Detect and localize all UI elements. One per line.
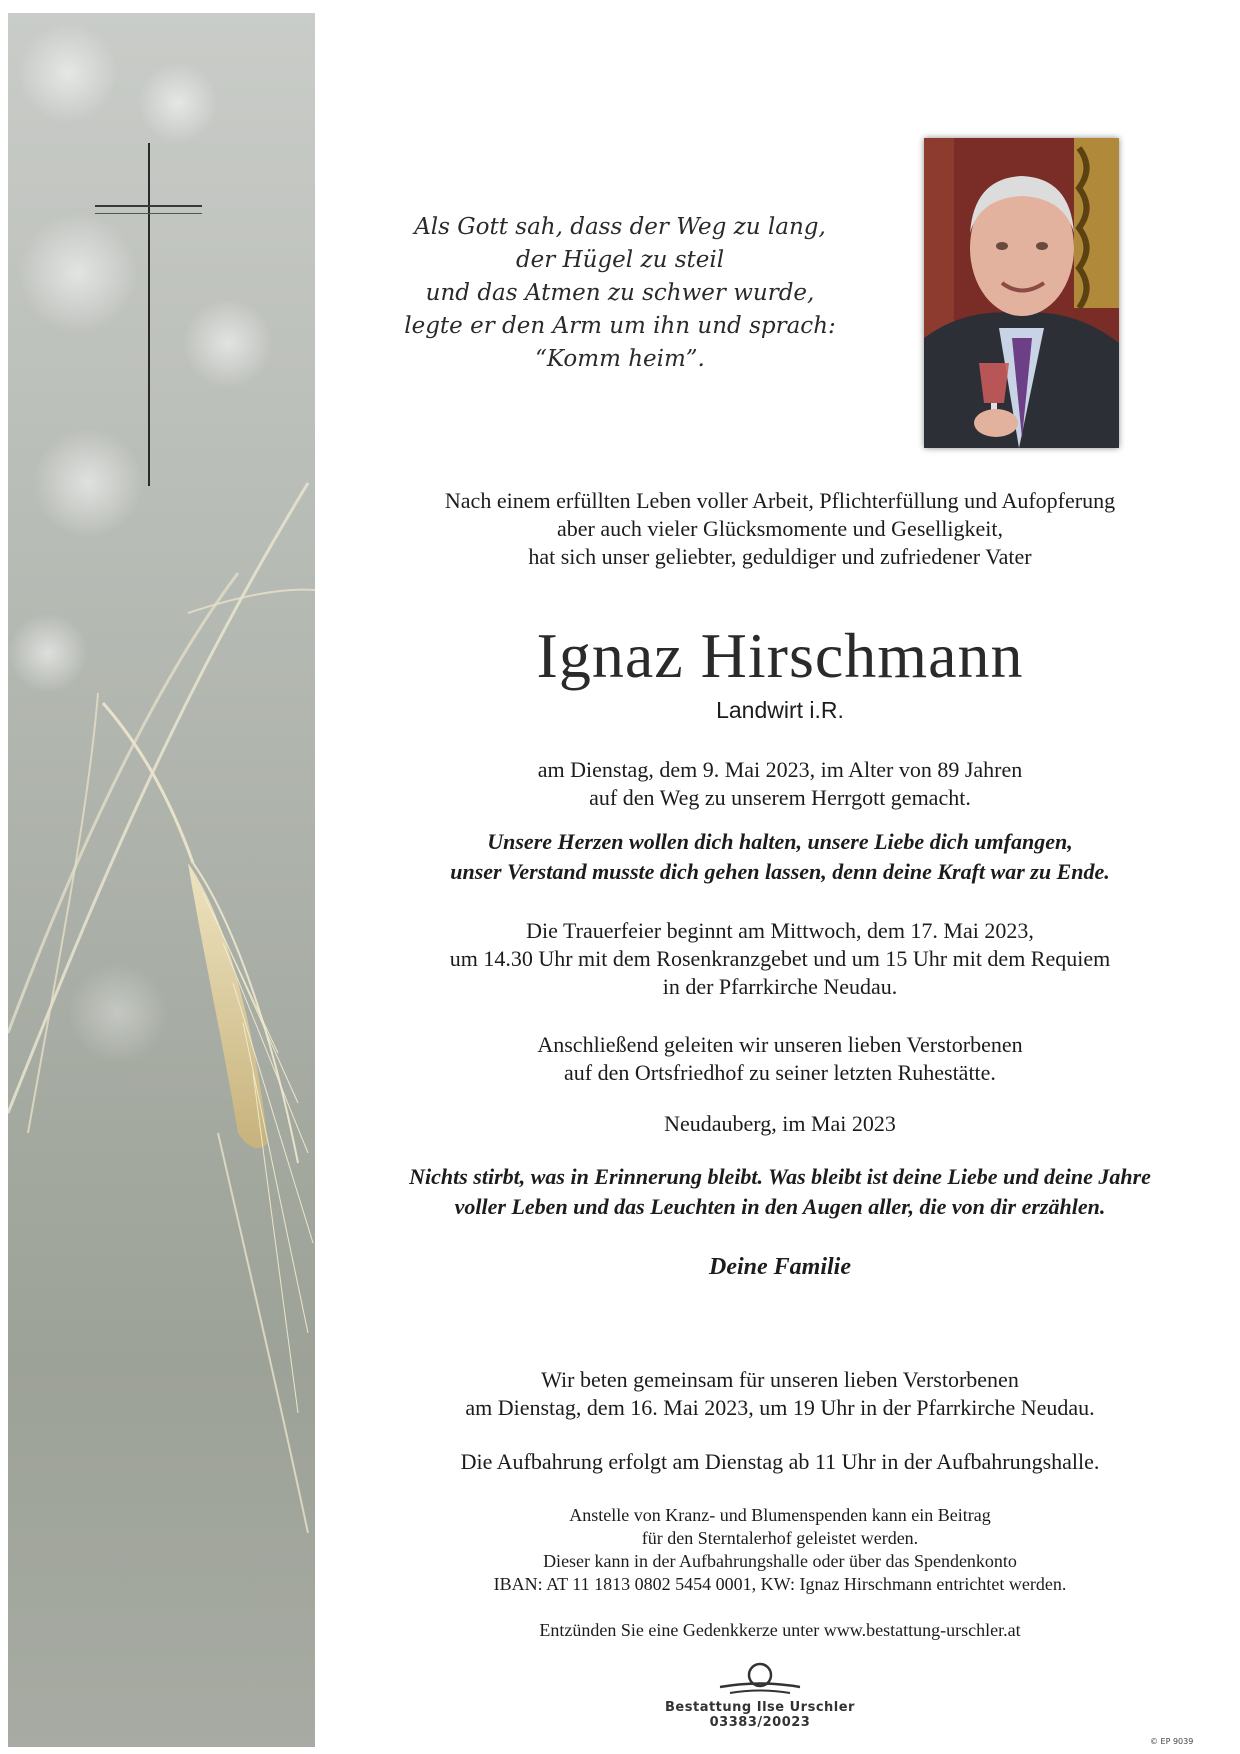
verse-line: unser Verstand musste dich gehen lassen, denn deine Kraft war zu Ende. (450, 859, 1110, 884)
quote-line: und das Atmen zu schwer wurde, (425, 280, 815, 306)
undertaker-logo (640, 1660, 880, 1730)
verse-line: Unsere Herzen wollen dich halten, unsere Liebe dich umfangen, (487, 829, 1073, 854)
memorial-candle-link[interactable]: Entzünden Sie eine Gedenkkerze unter www.bestattung-urschler.at (539, 1620, 1021, 1640)
verse-line: voller Leben und das Leuchten in den Augen aller, die von dir erzählen. (454, 1194, 1106, 1219)
cross-icon (148, 143, 150, 486)
death-paragraph (330, 756, 1230, 812)
quote-line: der Hügel zu steil (515, 247, 725, 273)
donation-line: Anstelle von Kranz- und Blumenspenden kann ein Beitrag (569, 1505, 991, 1525)
intro-line: Nach einem erfüllten Leben voller Arbeit, Pflichterfüllung und Aufopferung (444, 488, 1116, 513)
opening-quote (380, 211, 860, 376)
wheat-illustration (8, 13, 315, 1747)
verse-paragraph (330, 827, 1230, 887)
form-code: © EP 9039 (1150, 1737, 1194, 1746)
prayer-paragraph (330, 1366, 1230, 1422)
prayer-line: Wir beten gemeinsam für unseren lieben Verstorbenen (541, 1367, 1019, 1392)
viewing-info: Die Aufbahrung erfolgt am Dienstag ab 11 Uhr in der Aufbahrungshalle. (460, 1449, 1100, 1474)
undertaker-name: Bestattung Ilse Urschler (665, 1700, 855, 1715)
portrait-photo (924, 138, 1119, 448)
logo-icon (715, 1660, 805, 1700)
death-line: am Dienstag, dem 9. Mai 2023, im Alter von 89 Jahren (537, 757, 1023, 782)
quote-line: legte er den Arm um ihn und sprach: (404, 313, 836, 339)
funeral-line: in der Pfarrkirche Neudau. (662, 974, 898, 999)
deceased-name: Ignaz Hirschmann (536, 620, 1024, 691)
undertaker-phone: 03383/20023 (709, 1715, 811, 1730)
donation-paragraph (330, 1504, 1230, 1596)
family-signature: Deine Familie (709, 1254, 851, 1280)
decorative-side-panel (8, 13, 315, 1747)
verse-line: Nichts stirbt, was in Erinnerung bleibt. Was bleibt ist deine Liebe und deine Jahre (409, 1164, 1151, 1189)
cross-bar (95, 205, 202, 207)
donation-line: Dieser kann in der Aufbahrungshalle oder über das Spendenkonto (543, 1551, 1017, 1571)
deceased-title: Landwirt i.R. (716, 697, 844, 723)
prayer-line: am Dienstag, dem 16. Mai 2023, um 19 Uhr in der Pfarrkirche Neudau. (465, 1395, 1095, 1420)
intro-line: hat sich unser geliebter, geduldiger und zufriedener Vater (528, 544, 1032, 569)
quote-line: Als Gott sah, dass der Weg zu lang, (414, 214, 826, 240)
quote-line: “Komm heim”. (535, 346, 705, 372)
intro-line: aber auch vieler Glücksmomente und Geselligkeit, (557, 516, 1003, 541)
funeral-paragraph (330, 917, 1230, 1001)
place-date: Neudauberg, im Mai 2023 (664, 1111, 896, 1136)
burial-paragraph (330, 1031, 1230, 1087)
donation-line: IBAN: AT 11 1813 0802 5454 0001, KW: Ignaz Hirschmann entrichtet werden. (493, 1574, 1067, 1594)
intro-paragraph (330, 487, 1230, 571)
funeral-line: Die Trauerfeier beginnt am Mittwoch, dem 17. Mai 2023, (526, 918, 1034, 943)
burial-line: auf den Ortsfriedhof zu seiner letzten Ruhestätte. (564, 1060, 996, 1085)
funeral-line: um 14.30 Uhr mit dem Rosenkranzgebet und um 15 Uhr mit dem Requiem (449, 946, 1111, 971)
burial-line: Anschließend geleiten wir unseren lieben Verstorbenen (537, 1032, 1023, 1057)
donation-line: für den Sterntalerhof geleistet werden. (641, 1528, 919, 1548)
closing-verse (330, 1162, 1230, 1222)
death-line: auf den Weg zu unserem Herrgott gemacht. (589, 785, 971, 810)
cross-bar-shadow (95, 213, 202, 214)
